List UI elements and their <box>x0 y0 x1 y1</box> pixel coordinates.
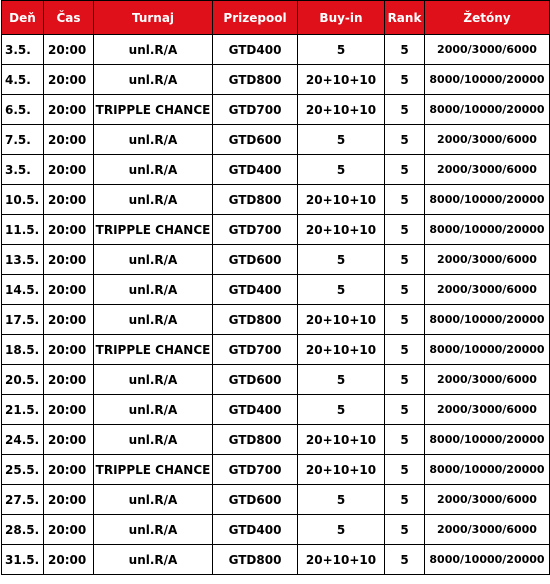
day-cell: 10.5. <box>2 185 44 215</box>
table-row <box>2 545 550 575</box>
time-cell: 20:00 <box>44 485 94 515</box>
rank-cell: 5 <box>385 455 425 485</box>
chips-cell: 8000/10000/20000 <box>425 95 550 125</box>
buy-in-cell: 20+10+10 <box>298 185 385 215</box>
prizepool-cell: GTD800 <box>213 65 298 95</box>
tournament-cell: unl.R/A <box>94 245 213 275</box>
buy-in-cell: 20+10+10 <box>298 215 385 245</box>
buy-in-cell: 20+10+10 <box>298 335 385 365</box>
day-cell: 14.5. <box>2 275 44 305</box>
time-cell: 20:00 <box>44 155 94 185</box>
prizepool-cell: GTD600 <box>213 365 298 395</box>
tournament-cell: unl.R/A <box>94 275 213 305</box>
buy-in-cell: 5 <box>298 155 385 185</box>
rank-cell: 5 <box>385 545 425 575</box>
prizepool-cell: GTD600 <box>213 125 298 155</box>
time-cell: 20:00 <box>44 545 94 575</box>
prizepool-cell: GTD400 <box>213 155 298 185</box>
tournament-cell: unl.R/A <box>94 515 213 545</box>
table-row <box>2 365 550 395</box>
day-cell: 24.5. <box>2 425 44 455</box>
tournament-cell: TRIPPLE CHANCE <box>94 95 213 125</box>
day-cell: 4.5. <box>2 65 44 95</box>
time-cell: 20:00 <box>44 65 94 95</box>
prizepool-cell: GTD700 <box>213 455 298 485</box>
day-cell: 3.5. <box>2 35 44 65</box>
chips-cell: 8000/10000/20000 <box>425 305 550 335</box>
tournament-cell: TRIPPLE CHANCE <box>94 215 213 245</box>
rank-cell: 5 <box>385 275 425 305</box>
rank-cell: 5 <box>385 95 425 125</box>
tournament-cell: unl.R/A <box>94 395 213 425</box>
header-row <box>2 1 550 35</box>
time-cell: 20:00 <box>44 335 94 365</box>
rank-cell: 5 <box>385 515 425 545</box>
rank-cell: 5 <box>385 65 425 95</box>
prizepool-cell: GTD700 <box>213 95 298 125</box>
tournament-cell: unl.R/A <box>94 545 213 575</box>
time-cell: 20:00 <box>44 35 94 65</box>
table-row <box>2 155 550 185</box>
chips-cell: 2000/3000/6000 <box>425 395 550 425</box>
prizepool-cell: GTD700 <box>213 215 298 245</box>
tournament-schedule-table <box>1 0 550 575</box>
chips-cell: 8000/10000/20000 <box>425 65 550 95</box>
prizepool-cell: GTD800 <box>213 305 298 335</box>
table-row <box>2 425 550 455</box>
buy-in-cell: 5 <box>298 245 385 275</box>
tournament-cell: unl.R/A <box>94 125 213 155</box>
day-cell: 3.5. <box>2 155 44 185</box>
table-body <box>2 35 550 575</box>
buy-in-cell: 20+10+10 <box>298 95 385 125</box>
rank-cell: 5 <box>385 335 425 365</box>
table-row <box>2 35 550 65</box>
rank-cell: 5 <box>385 155 425 185</box>
day-cell: 31.5. <box>2 545 44 575</box>
table-row <box>2 125 550 155</box>
buy-in-cell: 20+10+10 <box>298 65 385 95</box>
chips-cell: 8000/10000/20000 <box>425 545 550 575</box>
rank-cell: 5 <box>385 485 425 515</box>
header-buy-in: Buy-in <box>298 1 385 35</box>
table-row <box>2 95 550 125</box>
header-chips: Žetóny <box>425 1 550 35</box>
chips-cell: 8000/10000/20000 <box>425 455 550 485</box>
table-row <box>2 515 550 545</box>
time-cell: 20:00 <box>44 245 94 275</box>
prizepool-cell: GTD700 <box>213 335 298 365</box>
buy-in-cell: 5 <box>298 365 385 395</box>
chips-cell: 2000/3000/6000 <box>425 155 550 185</box>
day-cell: 20.5. <box>2 365 44 395</box>
prizepool-cell: GTD400 <box>213 35 298 65</box>
chips-cell: 8000/10000/20000 <box>425 215 550 245</box>
buy-in-cell: 5 <box>298 395 385 425</box>
chips-cell: 8000/10000/20000 <box>425 335 550 365</box>
chips-cell: 2000/3000/6000 <box>425 125 550 155</box>
tournament-cell: unl.R/A <box>94 305 213 335</box>
day-cell: 25.5. <box>2 455 44 485</box>
tournament-cell: unl.R/A <box>94 65 213 95</box>
chips-cell: 2000/3000/6000 <box>425 35 550 65</box>
chips-cell: 2000/3000/6000 <box>425 365 550 395</box>
time-cell: 20:00 <box>44 185 94 215</box>
buy-in-cell: 5 <box>298 125 385 155</box>
time-cell: 20:00 <box>44 395 94 425</box>
table-row <box>2 245 550 275</box>
day-cell: 28.5. <box>2 515 44 545</box>
chips-cell: 2000/3000/6000 <box>425 515 550 545</box>
tournament-cell: unl.R/A <box>94 485 213 515</box>
table-row <box>2 335 550 365</box>
buy-in-cell: 20+10+10 <box>298 425 385 455</box>
prizepool-cell: GTD600 <box>213 245 298 275</box>
time-cell: 20:00 <box>44 455 94 485</box>
day-cell: 11.5. <box>2 215 44 245</box>
table-row <box>2 215 550 245</box>
day-cell: 17.5. <box>2 305 44 335</box>
table-row <box>2 65 550 95</box>
header-tournament: Turnaj <box>94 1 213 35</box>
table-row <box>2 305 550 335</box>
buy-in-cell: 20+10+10 <box>298 545 385 575</box>
tournament-cell: unl.R/A <box>94 185 213 215</box>
chips-cell: 8000/10000/20000 <box>425 185 550 215</box>
day-cell: 27.5. <box>2 485 44 515</box>
chips-cell: 2000/3000/6000 <box>425 275 550 305</box>
prizepool-cell: GTD600 <box>213 485 298 515</box>
day-cell: 18.5. <box>2 335 44 365</box>
prizepool-cell: GTD400 <box>213 515 298 545</box>
buy-in-cell: 5 <box>298 485 385 515</box>
header-prizepool: Prizepool <box>213 1 298 35</box>
tournament-cell: TRIPPLE CHANCE <box>94 455 213 485</box>
time-cell: 20:00 <box>44 275 94 305</box>
rank-cell: 5 <box>385 365 425 395</box>
table-row <box>2 185 550 215</box>
rank-cell: 5 <box>385 185 425 215</box>
tournament-cell: unl.R/A <box>94 425 213 455</box>
rank-cell: 5 <box>385 125 425 155</box>
rank-cell: 5 <box>385 305 425 335</box>
prizepool-cell: GTD800 <box>213 425 298 455</box>
rank-cell: 5 <box>385 425 425 455</box>
table-header <box>2 1 550 35</box>
rank-cell: 5 <box>385 395 425 425</box>
time-cell: 20:00 <box>44 215 94 245</box>
table-row <box>2 455 550 485</box>
prizepool-cell: GTD400 <box>213 395 298 425</box>
buy-in-cell: 5 <box>298 515 385 545</box>
tournament-cell: unl.R/A <box>94 365 213 395</box>
time-cell: 20:00 <box>44 515 94 545</box>
chips-cell: 8000/10000/20000 <box>425 425 550 455</box>
time-cell: 20:00 <box>44 95 94 125</box>
rank-cell: 5 <box>385 245 425 275</box>
table-row <box>2 395 550 425</box>
table-row <box>2 275 550 305</box>
time-cell: 20:00 <box>44 425 94 455</box>
prizepool-cell: GTD800 <box>213 185 298 215</box>
tournament-cell: unl.R/A <box>94 35 213 65</box>
tournament-cell: TRIPPLE CHANCE <box>94 335 213 365</box>
prizepool-cell: GTD400 <box>213 275 298 305</box>
chips-cell: 2000/3000/6000 <box>425 485 550 515</box>
header-day: Deň <box>2 1 44 35</box>
day-cell: 13.5. <box>2 245 44 275</box>
day-cell: 6.5. <box>2 95 44 125</box>
buy-in-cell: 20+10+10 <box>298 455 385 485</box>
rank-cell: 5 <box>385 35 425 65</box>
time-cell: 20:00 <box>44 365 94 395</box>
prizepool-cell: GTD800 <box>213 545 298 575</box>
buy-in-cell: 5 <box>298 275 385 305</box>
table-row <box>2 485 550 515</box>
chips-cell: 2000/3000/6000 <box>425 245 550 275</box>
buy-in-cell: 5 <box>298 35 385 65</box>
day-cell: 21.5. <box>2 395 44 425</box>
day-cell: 7.5. <box>2 125 44 155</box>
time-cell: 20:00 <box>44 305 94 335</box>
time-cell: 20:00 <box>44 125 94 155</box>
rank-cell: 5 <box>385 215 425 245</box>
header-time: Čas <box>44 1 94 35</box>
buy-in-cell: 20+10+10 <box>298 305 385 335</box>
tournament-cell: unl.R/A <box>94 155 213 185</box>
header-rank: Rank <box>385 1 425 35</box>
